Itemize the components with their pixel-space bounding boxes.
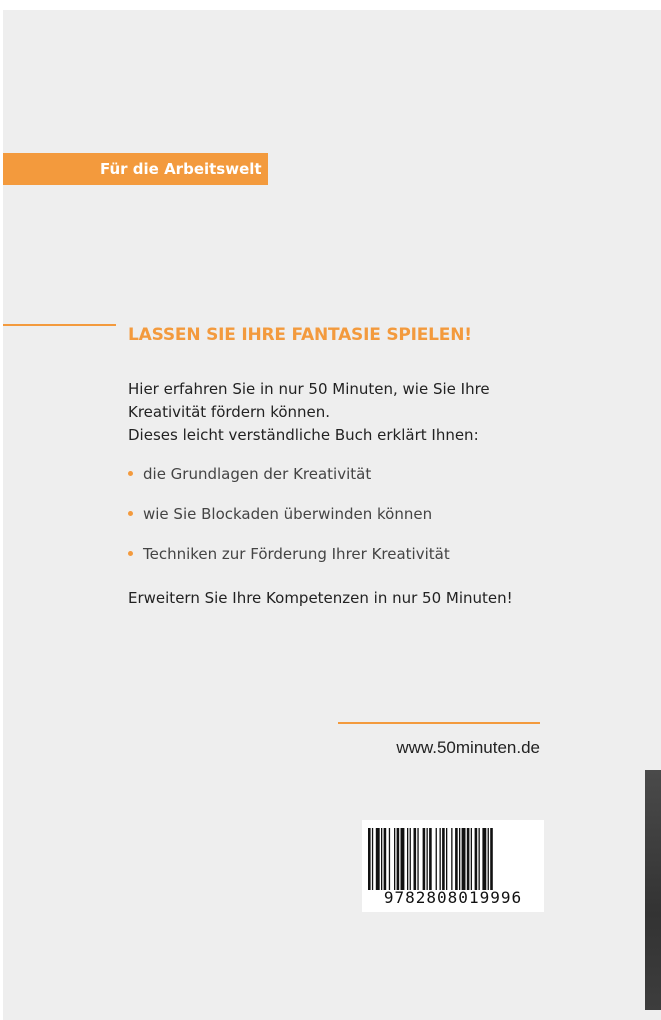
list-item-text: wie Sie Blockaden überwinden können [143,505,433,523]
headline: LASSEN SIE IHRE FANTASIE SPIELEN! [128,325,472,345]
intro-text [128,378,548,447]
category-tag-label: Für die Arbeitswelt [100,160,262,178]
closing-text: Erweitern Sie Ihre Kompetenzen in nur 50 Minuten! [128,589,513,607]
website-rule [338,722,540,724]
bullet-dot-icon [128,551,133,556]
headline-rule [3,324,116,326]
dark-edge-strip [645,770,661,1010]
barcode [362,820,544,912]
bullet-dot-icon [128,471,133,476]
bullet-dot-icon [128,511,133,516]
intro-line: Hier erfahren Sie in nur 50 Minuten, wie Sie Ihre [128,380,490,398]
intro-line: Kreativität fördern können. [128,403,331,421]
intro-line: Dieses leicht verständliche Buch erklärt Ihnen: [128,426,479,444]
list-item-text: die Grundlagen der Kreativität [143,465,372,483]
list-item-text: Techniken zur Förderung Ihrer Kreativität [143,545,450,563]
website-url: www.50minuten.de [396,738,540,757]
barcode-bars-icon [368,828,538,890]
isbn-number: 9782808019996 [383,888,523,907]
